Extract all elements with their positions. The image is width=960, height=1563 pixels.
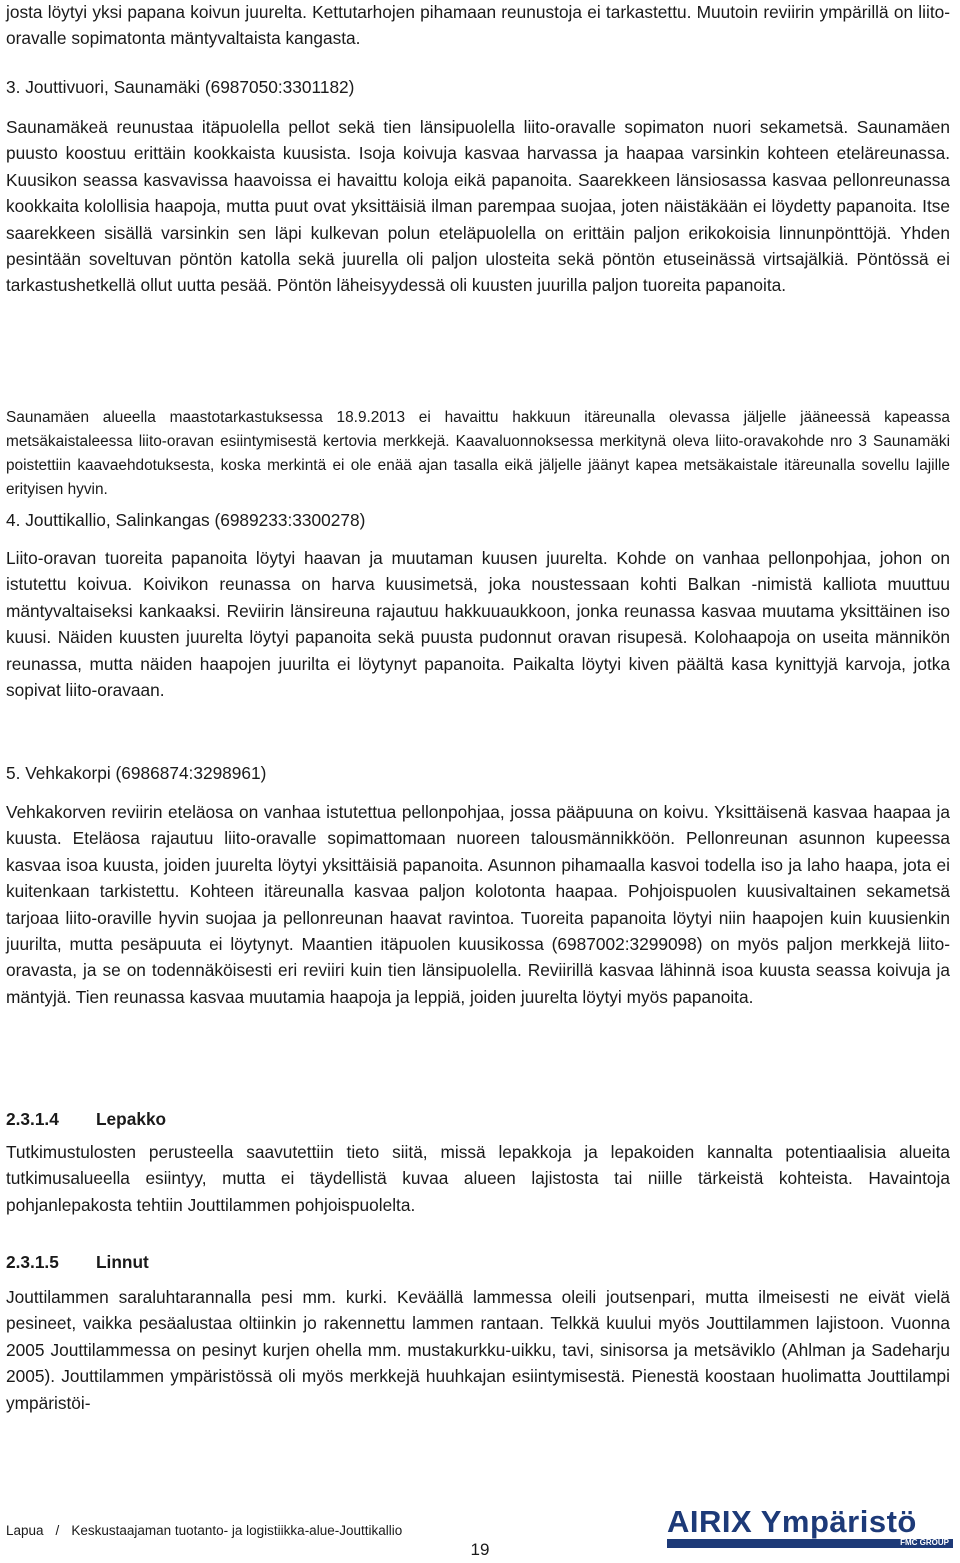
footer-separator: / [55, 1523, 60, 1538]
section-title: Lepakko [96, 1109, 167, 1129]
logo-subtext: FMC GROUP [900, 1538, 949, 1547]
section-heading [6, 1107, 166, 1131]
note-paragraph: Saunamäen alueella maastotarkastuksessa 18.9.2013 ei havaittu hakkuun itäreunalla olevassa jäljelle jääneessä kapeassa metsäkaistaleessa liito-oravan esiintymisestä kertovia merkkejä. Kaavaluonnoksessa merkitynä oleva liito-oravakohde nro 3 Saunamäki poistettiin kaavaehdotuksesta, koska merkintä ei ole enää ajan tasalla eikä jäljelle jäänyt kapea metsäkaistale itäreunalla sovellu lajille erityisen hyvin. [6, 409, 950, 498]
paragraph: Tutkimustulosten perusteella saavutettiin tieto siitä, missä lepakkoja ja lepakoiden kannalta potentiaalisia alueita tutkimusalueella esiintyy, mutta ei täydellistä kuvaa alueen lajistosta tai niille tärkeistä kohteista. Havaintoja pohjanlepakosta tehtiin Jouttilammen pohjoispuolelta. [6, 1142, 950, 1215]
page-footer [6, 1522, 402, 1540]
company-logo [667, 1504, 953, 1547]
section-title: Linnut [96, 1252, 149, 1272]
site-heading: 4. Jouttikallio, Salinkangas (6989233:3300278) [6, 510, 366, 530]
logo-text: AIRIX Ympäristö [667, 1504, 917, 1539]
footer-place: Lapua [6, 1523, 44, 1538]
site-heading: 3. Jouttivuori, Saunamäki (6987050:3301182) [6, 77, 355, 97]
paragraph: Vehkakorven reviirin eteläosa on vanhaa istutettua pellonpohjaa, jossa pääpuuna on koivu. Yksittäisenä kasvaa haapaa ja kuusta. Eteläosa rajautuu liito-oravalle sopimattomaan nuoreen talousmännikköön. Pellonreunan asunnon kupeessa kasvaa isoa kuusta, joiden juurelta löytyi yksittäisiä papanoita. Asunnon pihamaalla kasvoi todella iso ja laho haapa, jota ei kuitenkaan tarkistettu. Kohteen itäreunalla kasvaa paljon kolotonta haapaa. Pohjoispuolen kuusivaltainen sekametsä tarjoaa liito-oraville hyvin suojaa ja pellonreunan haavat ravintoa. Tuoreita papanoita löytyi niin haapojen kuin kuusienkin juurilta, mutta pesäpuuta ei löytynyt. Maantien itäpuolen kuusikossa (6987002:3299098) on myös paljon merkkejä liito-oravasta, ja se on todennäköisesti eri reviiri kuin tien länsipuolella. Reviirillä kasvaa lähinnä isoa kuusta seassa koivuja ja mäntyjä. Tien reunassa kasvaa muutamia haapoja ja leppiä, joiden juurelta löytyi myös papanoita. [6, 802, 950, 1007]
paragraph: josta löytyi yksi papana koivun juurelta. Kettutarhojen pihamaan reunustoja ei tarkastettu. Muutoin reviirin ympärillä on liito-oravalle sopimatonta mäntyvaltaista kangasta. [6, 2, 950, 49]
page-number: 19 [470, 1540, 490, 1559]
section-number: 2.3.1.4 [6, 1109, 59, 1129]
section-heading [6, 1250, 149, 1274]
footer-project: Keskustaajaman tuotanto- ja logistiikka-alue-Jouttikallio [71, 1523, 403, 1538]
paragraph: Jouttilammen saraluhtarannalla pesi mm. kurki. Keväällä lammessa oleili joutsenpari, mutta ilmeisesti ne eivät vielä pesineet, vaikka pesäalustaa oltiinkin jo rakennettu lammen rantaan. Telkkä kuului myös Jouttilammen lajistoon. Vuonna 2005 Jouttilammessa on pesinyt kurjen ohella mm. mustakurkku-uikku, tavi, sinisorsa ja metsäviklo (Ahlman ja Sadeharju 2005). Jouttilammen ympäristössä oli myös merkkejä huuhkajan esiintymisestä. Pienestä koostaan huolimatta Jouttilampi ympäristöi- [6, 1287, 950, 1413]
site-heading: 5. Vehkakorpi (6986874:3298961) [6, 763, 267, 783]
section-number: 2.3.1.5 [6, 1252, 59, 1272]
paragraph: Saunamäkeä reunustaa itäpuolella pellot sekä tien länsipuolella liito-oravalle sopimaton nuori sekametsä. Saunamäen puusto koostuu erittäin kookkaista kuusista. Isoja koivuja kasvaa harvassa ja haapaa varsinkin kohteen eteläreunassa. Kuusikon seassa kasvavissa haavoissa ei havaittu koloja eikä papanoita. Saarekkeen länsiosassa kasvaa pellonreunassa kookkaita kolollisia haapoja, mutta puut ovat yksittäisiä ilman parempaa suojaa, joten näistäkään ei löydetty papanoita. Itse saarekkeen sisällä varsinkin sen läpi kulkevan polun eteläpuolella on erittäin paljon erikokoisia linnunpönttöjä. Yhden pesintään soveltuvan pöntön katolla sekä juurella oli paljon ulosteita sekä pöntön etuseinässä virtsajälkiä. Pöntössä ei tarkastushetkellä ollut uutta pesää. Pöntön läheisyydessä oli kuusten juurilla paljon tuoreita papanoita. [6, 117, 950, 296]
paragraph: Liito-oravan tuoreita papanoita löytyi haavan ja muutaman kuusen juurelta. Kohde on vanhaa pellonpohjaa, johon on istutettu koivua. Koivikon reunassa on harva kuusimetsä, joka noustessaan kohti Balkan -nimistä kalliota muuttuu mäntyvaltaiseksi kankaaksi. Reviirin länsireuna rajautuu hakkuuaukkoon, jonka reunassa kasvaa muutama yksittäinen iso kuusi. Näiden kuusten juurelta löytyi papanoita sekä puusta pudonnut oravan risupesä. Kolohaapoja on useita männikön reunassa, mutta näiden haapojen juurilta ei löytynyt papanoita. Paikalta löytyi kiven päältä kasa kynittyjä karvoja, jotka sopivat liito-oravaan. [6, 548, 950, 701]
